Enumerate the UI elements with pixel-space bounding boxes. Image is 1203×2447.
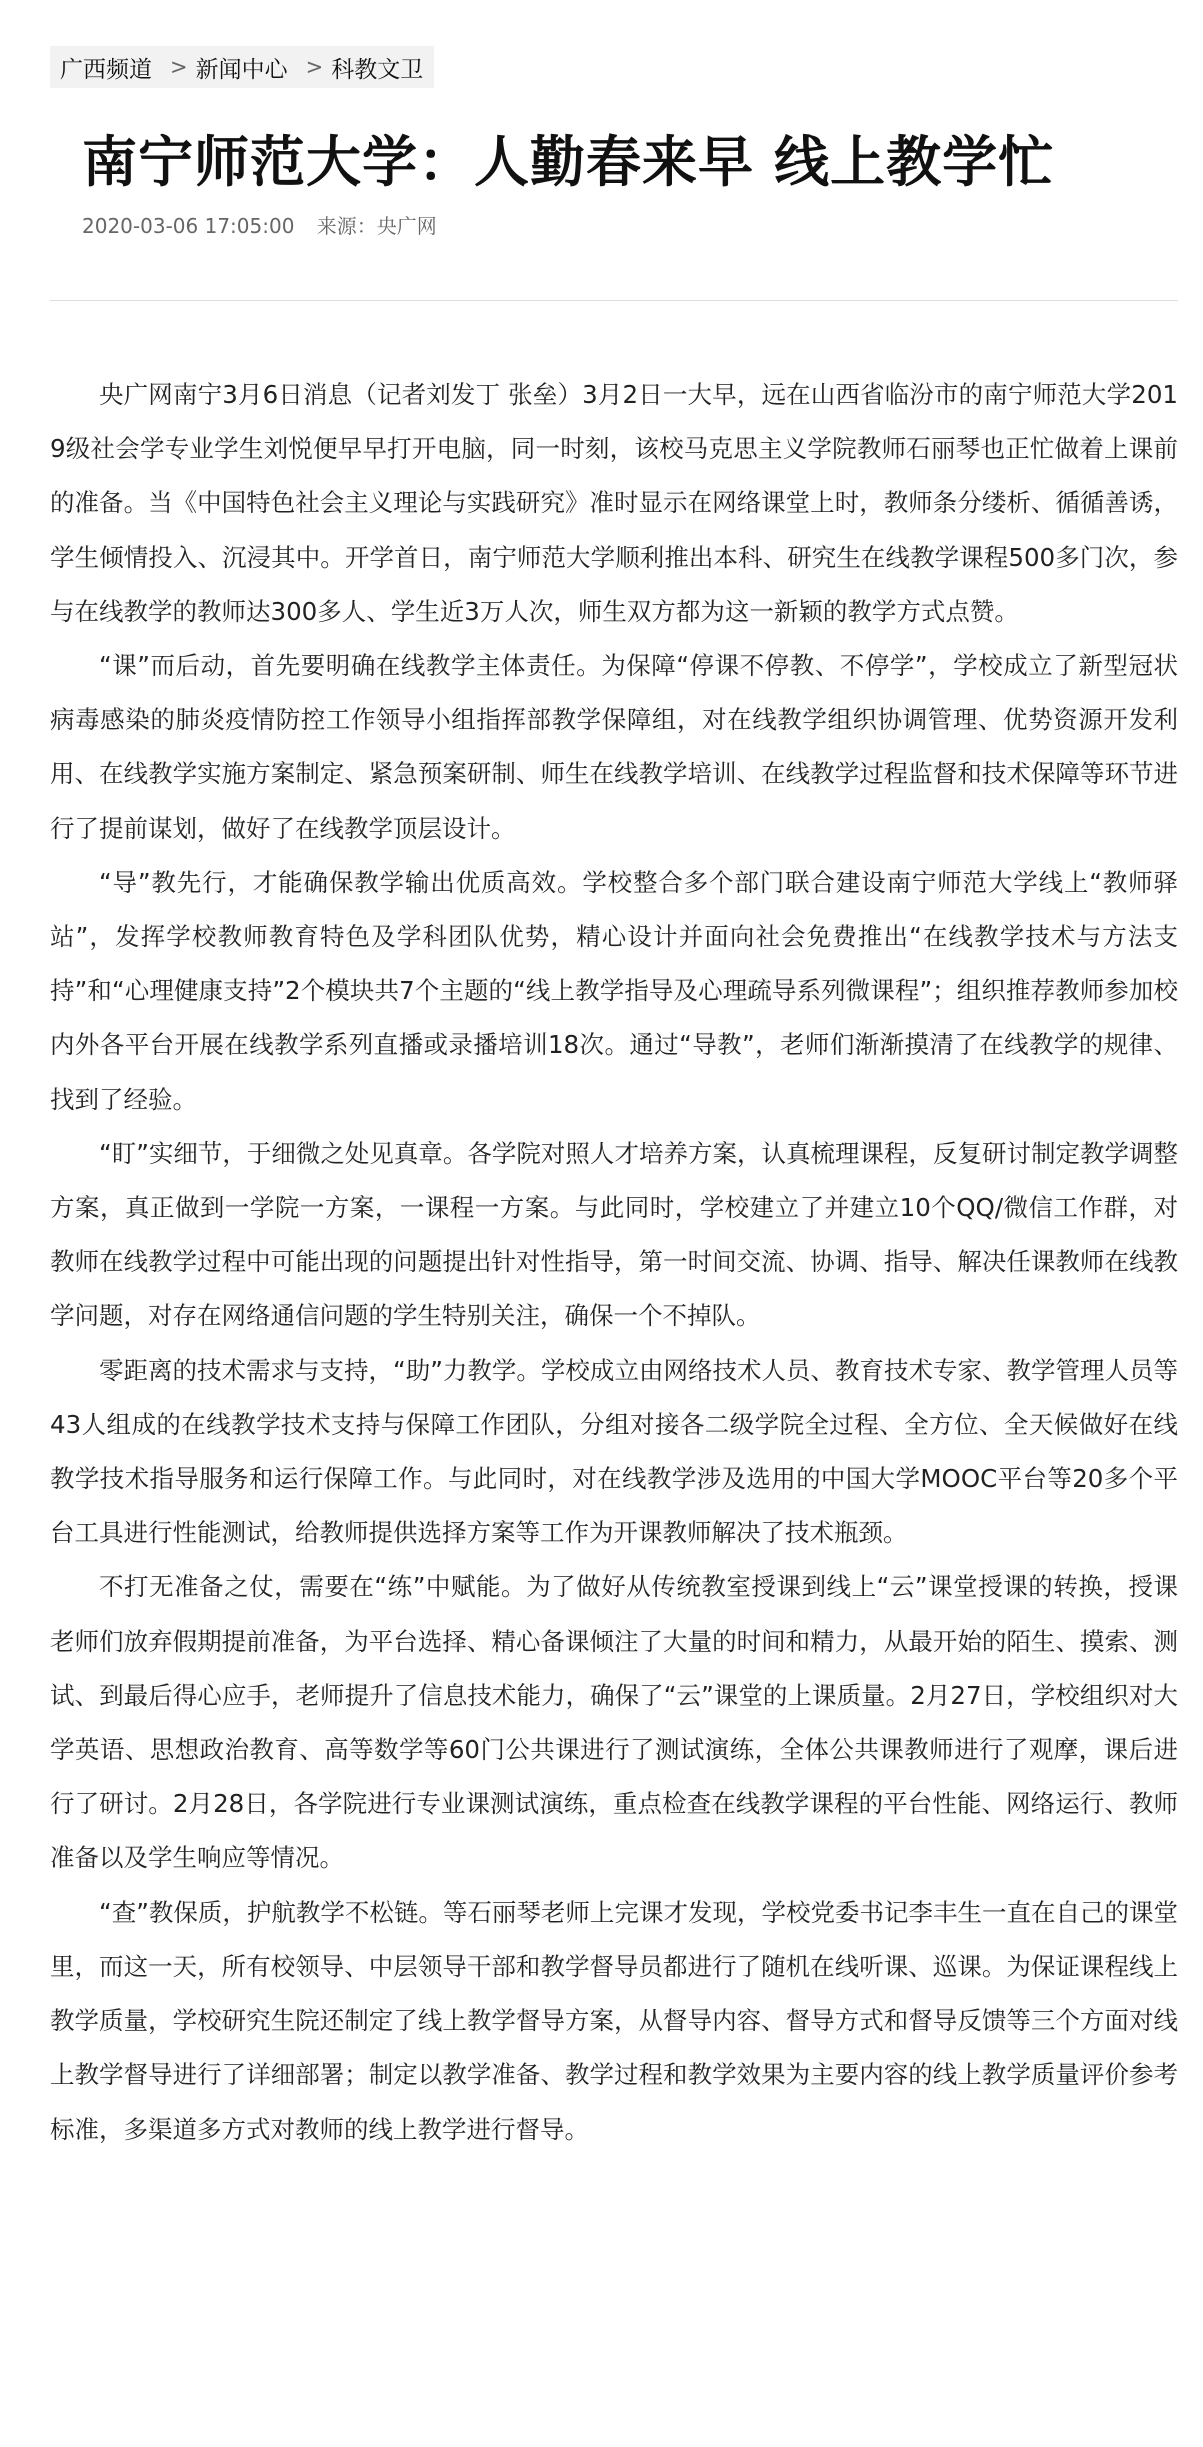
article-title: 南宁师范大学：人勤春来早 线上教学忙 <box>82 130 1055 194</box>
breadcrumb-separator: > <box>305 55 324 79</box>
article-paragraph: “导”教先行，才能确保教学输出优质高效。学校整合多个部门联合建设南宁师范大学线上“教师驿站”，发挥学校教师教育特色及学科团队优势，精心设计并面向社会免费推出“在线教学技术与方法支持”和“心理健康支持”2个模块共7个主题的“线上教学指导及心理疏导系列微课程”；组织推荐教师参加校内外各平台开展在线教学系列直播或录播培训18次。通过“导教”，老师们渐渐摸清了在线教学的规律、找到了经验。 <box>50 867 1178 1114</box>
header-divider <box>50 300 1178 301</box>
breadcrumb-item-guangxi[interactable]: 广西频道 <box>60 56 152 83</box>
article-paragraph: “课”而后动，首先要明确在线教学主体责任。为保障“停课不停教、不停学”，学校成立了新型冠状病毒感染的肺炎疫情防控工作领导小组指挥部教学保障组，对在线教学组织协调管理、优势资源开发利用、在线教学实施方案制定、紧急预案研制、师生在线教学培训、在线教学过程监督和技术保障等环节进行了提前谋划，做好了在线教学顶层设计。 <box>50 651 1178 843</box>
source-label: 来源： <box>316 214 377 238</box>
article-meta <box>82 210 437 239</box>
article-paragraph: 不打无准备之仗，需要在“练”中赋能。为了做好从传统教室授课到线上“云”课堂授课的转换，授课老师们放弃假期提前准备，为平台选择、精心备课倾注了大量的时间和精力，从最开始的陌生、摸索、测试、到最后得心应手，老师提升了信息技术能力，确保了“云”课堂的上课质量。2月27日，学校组织对大学英语、思想政治教育、高等数学等60门公共课进行了测试演练，全体公共课教师进行了观摩，课后进行了研讨。2月28日，各学院进行专业课测试演练，重点检查在线教学课程的平台性能、网络运行、教师准备以及学生响应等情况。 <box>50 1572 1178 1873</box>
breadcrumb <box>50 46 434 88</box>
article-body <box>50 368 1178 2157</box>
breadcrumb-separator: > <box>170 55 188 79</box>
source-name: 央广网 <box>376 214 437 238</box>
publish-date: 2020-03-06 17:05:00 <box>82 214 295 238</box>
breadcrumb-item-news-center[interactable]: 新闻中心 <box>195 56 288 83</box>
article-paragraph: “盯”实细节，于细微之处见真章。各学院对照人才培养方案，认真梳理课程，反复研讨制定教学调整方案，真正做到一学院一方案，一课程一方案。与此同时，学校建立了并建立10个QQ/微信工作群，对教师在线教学过程中可能出现的问题提出针对性指导，第一时间交流、协调、指导、解决任课教师在线教学问题，对存在网络通信问题的学生特别关注，确保一个不掉队。 <box>50 1138 1178 1331</box>
article-paragraph: 零距离的技术需求与支持，“助”力教学。学校成立由网络技术人员、教育技术专家、教学管理人员等43人组成的在线教学技术支持与保障工作团队，分组对接各二级学院全过程、全方位、全天候做好在线教学技术指导服务和运行保障工作。与此同时，对在线教学涉及选用的中国大学MOOC平台等20多个平台工具进行性能测试，给教师提供选择方案等工作为开课教师解决了技术瓶颈。 <box>50 1355 1178 1548</box>
article-paragraph: “查”教保质，护航教学不松链。等石丽琴老师上完课才发现，学校党委书记李丰生一直在自己的课堂里，而这一天，所有校领导、中层领导干部和教学督导员都进行了随机在线听课、巡课。为保证课程线上教学质量，学校研究生院还制定了线上教学督导方案，从督导内容、督导方式和督导反馈等三个方面对线上教学督导进行了详细部署；制定以教学准备、教学过程和教学效果为主要内容的线上教学质量评价参考标准，多渠道多方式对教师的线上教学进行督导。 <box>50 1897 1178 2144</box>
article-paragraph: 央广网南宁3月6日消息（记者刘发丁 张垒）3月2日一大早，远在山西省临汾市的南宁师范大学2019级社会学专业学生刘悦便早早打开电脑，同一时刻，该校马克思主义学院教师石丽琴也正忙做着上课前的准备。当《中国特色社会主义理论与实践研究》准时显示在网络课堂上时，教师条分缕析、循循善诱，学生倾情投入、沉浸其中。开学首日，南宁师范大学顺利推出本科、研究生在线教学课程500多门次，参与在线教学的教师达300多人、学生近3万人次，师生双方都为这一新颖的教学方式点赞。 <box>50 380 1178 626</box>
breadcrumb-item-science-education[interactable]: 科教文卫 <box>331 56 424 83</box>
